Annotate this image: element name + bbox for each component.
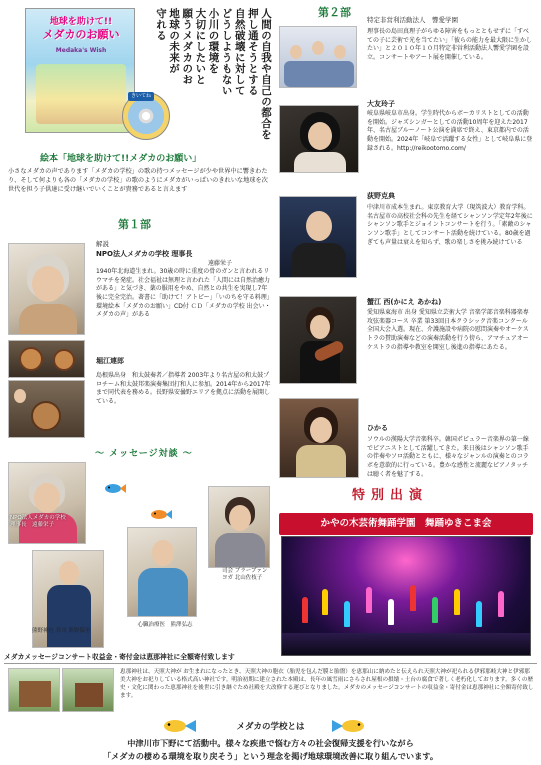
- intro-line: 押し通そうとする: [246, 8, 259, 96]
- intro-line: 人間の自我や自己の都合を: [260, 8, 272, 140]
- picture-book-text: 小さなメダカの声であります「メダカの学校」の歌の持つメッセージが少や世界中に響きわたり、そして何よりも各の「メダカの学校」の歌のようにメダカがいっぱいのきれいな地球を次世代を担う子供達に受け継いでいくことが貴務であると言えます: [8, 168, 268, 193]
- endo-photo: [8, 243, 85, 335]
- fish-icon: [150, 509, 172, 520]
- part1-org: NPO法人メダカの学校 理事長: [96, 250, 193, 258]
- horie-photo-top: [8, 340, 85, 378]
- intro-line: 大切にしたいと: [194, 8, 207, 85]
- endo-bio: 1940年北海道生まれ。30歳の時に重度の骨のガンと言われるリウマチを発症。社会福祉は無理と言われた「人間には自然治癒力がある」と気づき、薬の服用をやめ、自然との共生を実現し7年後に完全完治。著書に「助けて！アトピー」「いのちを守る料理」環境絵本「メダカのお願い」CD付 ＣＤ「メダカの学校 出会い・メダカの声」がある: [96, 268, 271, 319]
- part2-heading: 第２部: [318, 6, 351, 19]
- book-illustration: [36, 64, 126, 124]
- intro-line: 地球の未来が: [168, 8, 181, 74]
- message-photo-bottom-mid: [127, 527, 197, 617]
- hikaru-bio: ソウルの漢陽大学音楽科卒。韓国ポピュラー音楽界の第一線でピアニストとして活躍してきた。来日後はシャンソン歌手の伴奏やソロ活動とともに、様々なジャンルの演奏とのコラボを意欲的に行っている。豊かな感性と流麗なピアノタッチは聴く者を魅了する。: [367, 436, 529, 478]
- fish-icon: [104, 483, 126, 494]
- ogino-bio: 中津川市成本生まれ。東京教育大学（現筑波大）教育学科。名古屋市の高校社会科の先生を経てシャンソン学定年2年後にシャンソン歌手とジョイントコンサートを行う。「素敵のシャンソン歌手」としてコンサート活動を続けている。80歳を過ぎても声量は衰えを知らず、歌の楽しさを挑み続けている: [367, 204, 533, 246]
- otomo-photo: [279, 105, 359, 173]
- special-heading: 特別出演: [352, 488, 429, 503]
- kanie-bio: 愛知県東海市 出身 愛知県立芸術大学 音楽学部音楽科器楽専攻弦楽器コース 卒業 第33回日本クラシック音楽コンクール全国大会入選。現在、介護施設や病院の慰問演奏やオーケストラの賛助演奏などの演奏活動を行う傍ら、アマチュアオーケストラの指導や教室を開室し後進の指導にあたる。: [367, 309, 529, 351]
- dance-photo: [281, 536, 531, 656]
- donation-heading: メダカメッセージコンサート収益金・寄付金は恵那神社に全額寄付致します: [4, 653, 537, 664]
- kyoai-photo: [279, 26, 357, 88]
- kanie-photo: [279, 296, 357, 384]
- hikaru-photo: [279, 398, 359, 478]
- part1-role: 解説: [96, 240, 109, 248]
- message-caption-bottom-left: 熊野神社 宮司 熊野保至: [32, 628, 91, 634]
- shrine-photo-1: [8, 668, 60, 712]
- part1-heading: 第１部: [118, 218, 151, 231]
- vertical-intro: [155, 8, 272, 143]
- picture-book-cover: [25, 8, 135, 133]
- book-subtitle: Medaka's Wish: [55, 47, 107, 54]
- message-heading: ～ メッセージ対談 ～: [95, 449, 193, 459]
- endo-name: 遠藤栄子: [208, 260, 233, 267]
- horie-photo-bottom: [8, 380, 85, 438]
- ogino-name: 荻野克典: [367, 192, 395, 200]
- hikaru-name: ひかる: [367, 424, 388, 432]
- intro-line: どうしようもない: [220, 8, 233, 96]
- picture-book-heading: 絵本「地球を助けて!!メダカのお願い」: [40, 154, 202, 164]
- footer-title: メダカの学校とは: [236, 722, 305, 732]
- footer-line-1: 中津川市下野にて活動中。様々な疾患で悩む方々の社会復帰支援を行いながら: [127, 738, 414, 748]
- horie-name: 堀江連郎: [96, 357, 124, 365]
- message-caption-right: 司会 ブラープァンヨガ 北山佐枝子: [222, 568, 268, 582]
- intro-line: 自然破壊に対して: [233, 8, 246, 96]
- book-title: [32, 17, 130, 41]
- message-photo-left: [8, 462, 86, 544]
- intro-line: 願うメダカのお: [181, 8, 194, 85]
- cd-label: きいてね: [128, 92, 154, 101]
- ogino-photo: [279, 196, 357, 278]
- message-caption-left: NPO法人メダカの学校理事長 遠藤栄子: [10, 515, 66, 529]
- message-photo-right: [208, 486, 270, 568]
- footer-line-2: 「メダカの棲める環境を取り戻そう」という理念を掲げ地球環境改善に取り組んでいます。: [102, 751, 439, 761]
- horie-bio: 島根県出身 和太鼓奏者／指導者 2003年より名古屋の和太鼓プロチーム和太鼓邦楽演奏集団打和人に参加。2014年から2017年まで同代表を務める。長野県安曇野エリアを拠点に活動を展開している。: [96, 372, 271, 406]
- special-banner: かやの木芸術舞踊学園 舞踊ゆきこま会: [279, 513, 533, 535]
- kyoai-bio: 理事長の島田真理子がらゆる障害をもっとともせずに「すべての子に芸術で光を当てたい」「彼らの能力を最大限に生かしたい」と２０１０年１０月特定非営利活動法人響愛学園を設立。コンサートやアート展を開催している。: [367, 28, 533, 62]
- kyoai-org: 特定非営利活動法人 響愛学園: [367, 16, 458, 24]
- donation-text: 恵那神社は、天照大神が お生まれになったとき、天照大神の胞衣（胎児を包んだ膜と胎盤）を恵那山に納めたと伝えられ天照大神が祀られる伊邪那岐大神と伊邪那美大神をお祀りしている格式高い神社です。明治初期に建立された本殿は、長年の風雪雨にさらされ屋根の損壊・土台の腐食で著しく老朽化しております。多くの歴史・文化に関わった恵那神社を後世に引き継ぐため社殿を大改修する運びとなりました。メダカのメッセージコンサートの収益金・寄付金は恵那神社に全額寄付致します。: [120, 669, 534, 700]
- shrine-photo-2: [62, 668, 114, 712]
- otomo-bio: 岐阜県岐阜市出身。学生時代からボーカリストとしての活動を開始。ジャズシンガーとしての活動10周年を迎えた2017年、名古屋ブルーノート公演を満席で終え、東京都内での活動を開始。2024年「岐阜で活躍する女性」として岐阜県に登録される。http://reikootomo.com/: [367, 110, 533, 152]
- kanie-name: 蟹江 西(かにえ あかね): [367, 298, 442, 306]
- book-title-line2: メダカのお願い: [42, 27, 120, 41]
- intro-line: 小川の環境を: [207, 8, 220, 74]
- intro-line: 守れる: [155, 8, 167, 41]
- book-title-line1: 地球を助けて!!: [49, 17, 113, 27]
- otomo-name: 大友玲子: [367, 100, 395, 108]
- message-caption-bottom-mid: 心臓治療医 熊澤弘志: [137, 622, 193, 628]
